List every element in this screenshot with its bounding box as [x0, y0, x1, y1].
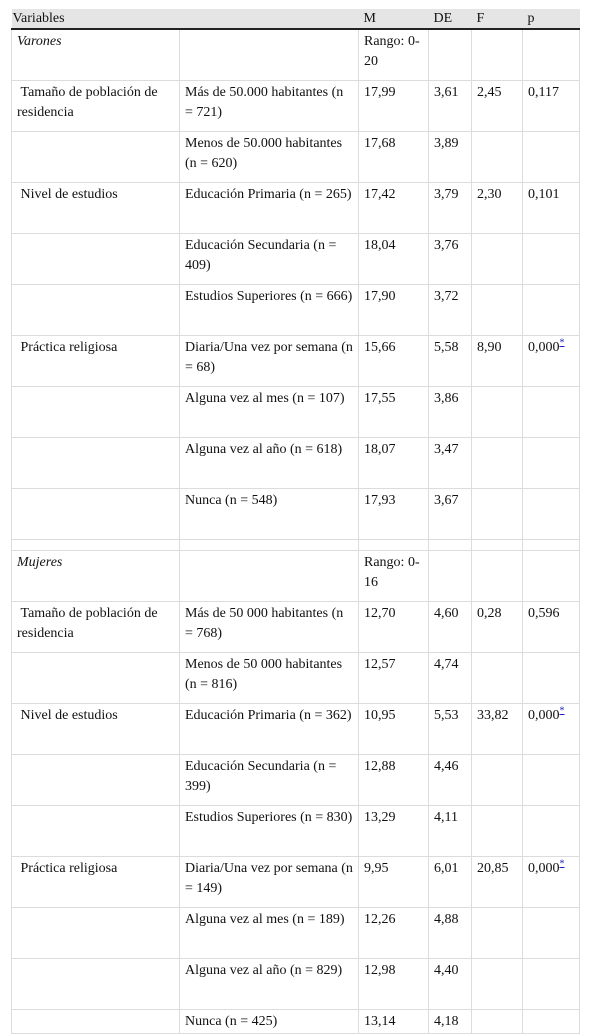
- f-cell: [472, 652, 523, 703]
- mean-cell: 12,88: [359, 754, 429, 805]
- variable-cell: [12, 1009, 180, 1033]
- category-cell: Alguna vez al año (n = 829): [180, 958, 359, 1009]
- category-cell: Diaria/Una vez por semana (n = 149): [180, 856, 359, 907]
- p-value: 0,000: [528, 339, 560, 355]
- mean-cell: 10,95: [359, 703, 429, 754]
- p-cell: [523, 856, 580, 907]
- footnote-asterisk-link[interactable]: *: [559, 336, 565, 348]
- f-cell: [472, 386, 523, 437]
- p-cell: [523, 131, 580, 182]
- f-cell: [472, 284, 523, 335]
- f-cell: [472, 958, 523, 1009]
- variable-cell: [12, 958, 180, 1009]
- p-value: 0,117: [528, 84, 559, 100]
- header-p: p: [523, 9, 580, 29]
- category-cell: Educación Secundaria (n = 399): [180, 754, 359, 805]
- p-value: 0,000: [528, 707, 560, 723]
- table-row: [12, 131, 580, 182]
- f-cell: 0,28: [472, 601, 523, 652]
- variable-cell: Práctica religiosa: [12, 856, 180, 907]
- mean-cell: 17,55: [359, 386, 429, 437]
- table-row: [12, 335, 580, 386]
- p-cell: [523, 29, 580, 80]
- spacer-cell: [472, 539, 523, 550]
- category-cell: Educación Secundaria (n = 409): [180, 233, 359, 284]
- mean-cell: 13,29: [359, 805, 429, 856]
- category-cell: Educación Primaria (n = 265): [180, 182, 359, 233]
- variable-cell: [12, 131, 180, 182]
- variable-cell: [12, 652, 180, 703]
- table-row: [12, 703, 580, 754]
- table-row: [12, 284, 580, 335]
- f-cell: 20,85: [472, 856, 523, 907]
- header-row: [12, 9, 580, 29]
- section-label: Mujeres: [12, 550, 180, 601]
- sd-cell: 4,11: [429, 805, 472, 856]
- sd-cell: 3,47: [429, 437, 472, 488]
- category-cell: Alguna vez al mes (n = 189): [180, 907, 359, 958]
- p-value: 0,596: [528, 605, 560, 621]
- table-row: [12, 652, 580, 703]
- f-cell: [472, 754, 523, 805]
- variable-cell: [12, 488, 180, 539]
- category-cell: Más de 50 000 habitantes (n = 768): [180, 601, 359, 652]
- variable-cell: Tamaño de población de residencia: [12, 601, 180, 652]
- range-cell: Rango: 0-16: [359, 550, 429, 601]
- sd-cell: 4,40: [429, 958, 472, 1009]
- sd-cell: 3,79: [429, 182, 472, 233]
- sd-cell: 3,89: [429, 131, 472, 182]
- category-cell: Nunca (n = 425): [180, 1009, 359, 1033]
- f-cell: [472, 131, 523, 182]
- header-variables: Variables: [12, 9, 180, 29]
- f-cell: [472, 550, 523, 601]
- table-row: [12, 754, 580, 805]
- variable-cell: Tamaño de población de residencia: [12, 80, 180, 131]
- f-cell: [472, 437, 523, 488]
- mean-cell: 17,90: [359, 284, 429, 335]
- p-cell: [523, 652, 580, 703]
- mean-cell: 13,14: [359, 1009, 429, 1033]
- sd-cell: 5,53: [429, 703, 472, 754]
- table-row: [12, 856, 580, 907]
- footnote-asterisk-link[interactable]: *: [559, 857, 565, 869]
- table-row: [12, 386, 580, 437]
- f-cell: [472, 488, 523, 539]
- variable-cell: Nivel de estudios: [12, 703, 180, 754]
- table-body: [12, 29, 580, 1033]
- sd-cell: 6,01: [429, 856, 472, 907]
- mean-cell: 15,66: [359, 335, 429, 386]
- variable-cell: [12, 233, 180, 284]
- sd-cell: 3,76: [429, 233, 472, 284]
- variable-cell: [12, 386, 180, 437]
- mean-cell: 17,93: [359, 488, 429, 539]
- mean-cell: 12,70: [359, 601, 429, 652]
- f-cell: [472, 233, 523, 284]
- header-f: F: [472, 9, 523, 29]
- footnote-asterisk-link[interactable]: *: [559, 704, 565, 716]
- category-cell: [180, 550, 359, 601]
- p-cell: [523, 335, 580, 386]
- variable-cell: [12, 284, 180, 335]
- sd-cell: 4,18: [429, 1009, 472, 1033]
- table-row: [12, 488, 580, 539]
- p-cell: [523, 907, 580, 958]
- f-cell: [472, 1009, 523, 1033]
- table-row: [12, 1009, 580, 1033]
- category-cell: Nunca (n = 548): [180, 488, 359, 539]
- variable-cell: [12, 907, 180, 958]
- p-cell: [523, 754, 580, 805]
- section-row: [12, 29, 580, 80]
- section-row: [12, 550, 580, 601]
- variable-cell: Práctica religiosa: [12, 335, 180, 386]
- p-cell: [523, 1009, 580, 1033]
- sd-cell: 4,88: [429, 907, 472, 958]
- sd-cell: 4,46: [429, 754, 472, 805]
- spacer-cell: [359, 539, 429, 550]
- de-cell: [429, 550, 472, 601]
- category-cell: Estudios Superiores (n = 830): [180, 805, 359, 856]
- range-cell: Rango: 0-20: [359, 29, 429, 80]
- f-cell: [472, 805, 523, 856]
- table-row: [12, 907, 580, 958]
- p-value: 0,101: [528, 186, 560, 202]
- sd-cell: 3,72: [429, 284, 472, 335]
- p-cell: [523, 386, 580, 437]
- mean-cell: 12,57: [359, 652, 429, 703]
- spacer-row: [12, 539, 580, 550]
- variable-cell: [12, 754, 180, 805]
- mean-cell: 17,68: [359, 131, 429, 182]
- p-cell: [523, 233, 580, 284]
- sd-cell: 4,60: [429, 601, 472, 652]
- sd-cell: 4,74: [429, 652, 472, 703]
- mean-cell: 18,07: [359, 437, 429, 488]
- table-row: [12, 805, 580, 856]
- table-row: [12, 80, 580, 131]
- section-label: Varones: [12, 29, 180, 80]
- f-cell: [472, 907, 523, 958]
- mean-cell: 9,95: [359, 856, 429, 907]
- p-cell: [523, 805, 580, 856]
- variable-cell: [12, 805, 180, 856]
- p-cell: [523, 601, 580, 652]
- spacer-cell: [429, 539, 472, 550]
- sd-cell: 3,67: [429, 488, 472, 539]
- category-cell: Estudios Superiores (n = 666): [180, 284, 359, 335]
- f-cell: 2,30: [472, 182, 523, 233]
- p-cell: [523, 437, 580, 488]
- results-table: [11, 9, 580, 1034]
- header-category: [180, 9, 359, 29]
- table-row: [12, 958, 580, 1009]
- mean-cell: 17,99: [359, 80, 429, 131]
- f-cell: 8,90: [472, 335, 523, 386]
- p-cell: [523, 958, 580, 1009]
- mean-cell: 12,26: [359, 907, 429, 958]
- spacer-cell: [180, 539, 359, 550]
- variable-cell: [12, 437, 180, 488]
- p-cell: [523, 550, 580, 601]
- mean-cell: 17,42: [359, 182, 429, 233]
- f-cell: [472, 29, 523, 80]
- spacer-cell: [12, 539, 180, 550]
- category-cell: Alguna vez al año (n = 618): [180, 437, 359, 488]
- table-row: [12, 233, 580, 284]
- table-row: [12, 182, 580, 233]
- f-cell: 2,45: [472, 80, 523, 131]
- category-cell: [180, 29, 359, 80]
- p-cell: [523, 182, 580, 233]
- variable-cell: Nivel de estudios: [12, 182, 180, 233]
- category-cell: Menos de 50.000 habitantes (n = 620): [180, 131, 359, 182]
- p-cell: [523, 80, 580, 131]
- category-cell: Menos de 50 000 habitantes (n = 816): [180, 652, 359, 703]
- sd-cell: 3,61: [429, 80, 472, 131]
- category-cell: Más de 50.000 habitantes (n = 721): [180, 80, 359, 131]
- sd-cell: 3,86: [429, 386, 472, 437]
- sd-cell: 5,58: [429, 335, 472, 386]
- mean-cell: 12,98: [359, 958, 429, 1009]
- category-cell: Alguna vez al mes (n = 107): [180, 386, 359, 437]
- table-row: [12, 437, 580, 488]
- category-cell: Diaria/Una vez por semana (n = 68): [180, 335, 359, 386]
- header-m: M: [359, 9, 429, 29]
- p-cell: [523, 703, 580, 754]
- category-cell: Educación Primaria (n = 362): [180, 703, 359, 754]
- header-de: DE: [429, 9, 472, 29]
- spacer-cell: [523, 539, 580, 550]
- table-row: [12, 601, 580, 652]
- p-cell: [523, 488, 580, 539]
- p-value: 0,000: [528, 860, 560, 876]
- de-cell: [429, 29, 472, 80]
- p-cell: [523, 284, 580, 335]
- mean-cell: 18,04: [359, 233, 429, 284]
- f-cell: 33,82: [472, 703, 523, 754]
